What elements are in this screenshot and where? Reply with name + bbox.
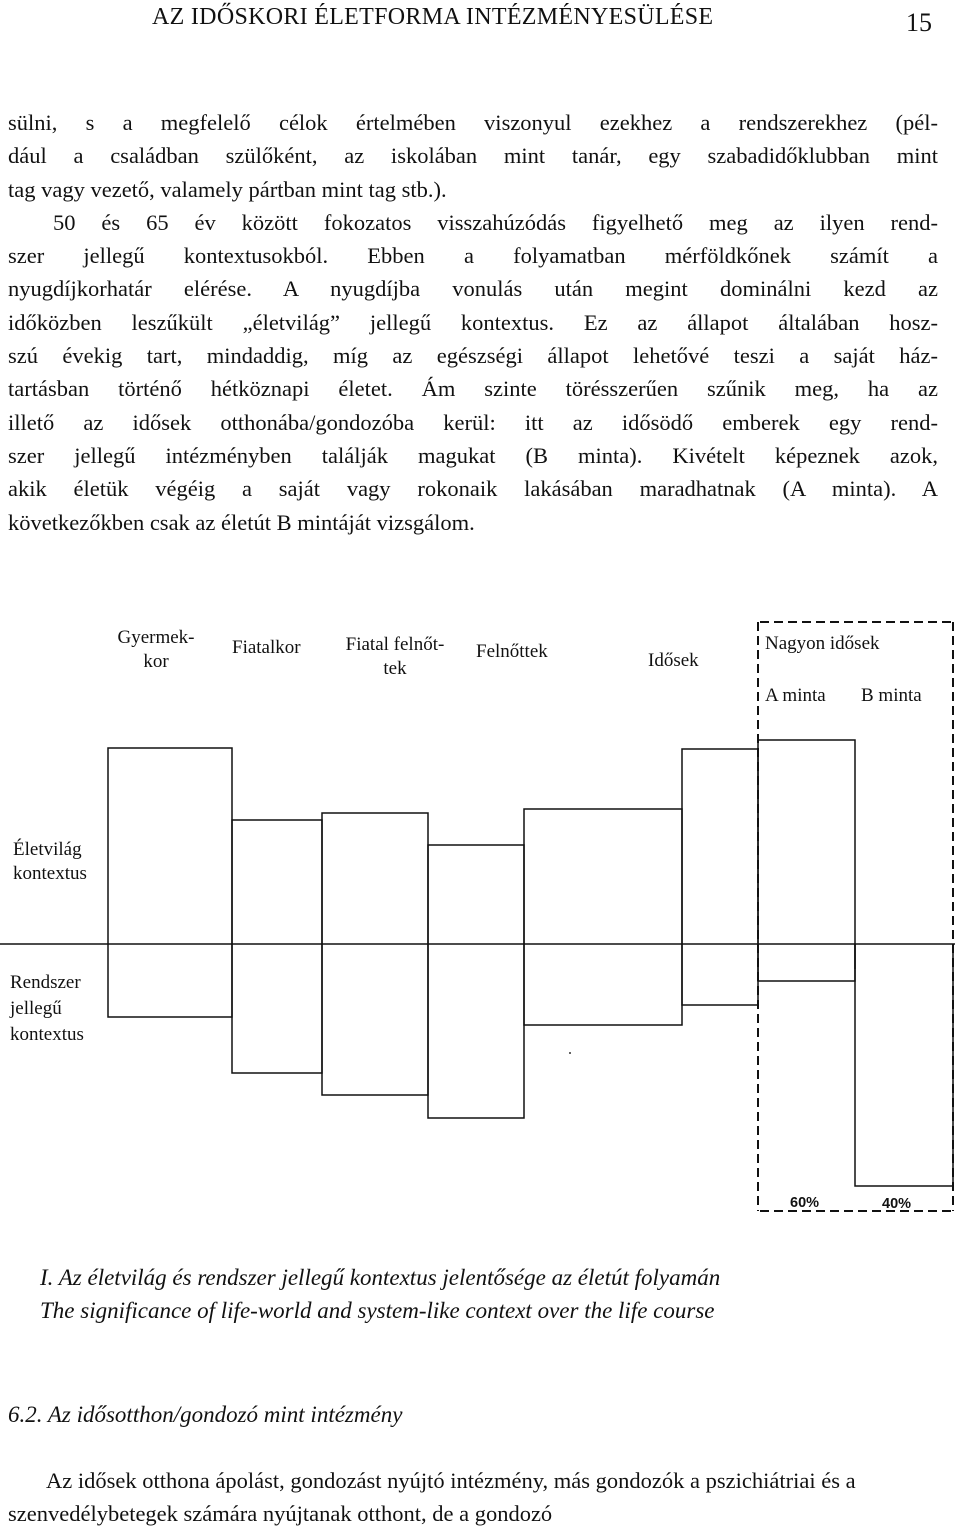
young-adults-lifeworld-box [322,813,428,944]
elderly-late-system-box [682,944,758,1005]
label-line: jellegű [10,998,62,1019]
stage-label-adults: Felnőttek [476,641,548,662]
text-line: akik életük végéig a saját vagy rokonaik lakásában maradhatnak (A minta). A [8,476,938,502]
label-line: kontextus [10,1024,84,1045]
stage-label-very-old: Nagyon idősek [765,633,880,654]
label-line: tek [383,658,407,679]
adults-system-box [428,944,524,1118]
row-label-lifeworld [13,838,87,886]
percentage-b: 40% [882,1196,912,1212]
text-line: időközben leszűkült „életvilág” jellegű kontextus. Ez az állapot általában hosz- [8,309,938,335]
label-line: kor [143,651,169,672]
pattern-a-system-box [758,944,855,981]
young-adults-system-box [322,944,428,1095]
pattern-b-system-box [855,944,953,1186]
text-line: szer jellegű intézményben találják magukat (B minta). Kivételt képeznek azok, [8,442,938,468]
childhood-system-box [108,944,232,1017]
running-header: AZ IDŐSKORI ÉLETFORMA INTÉZMÉNYESÜLÉSE [152,4,714,30]
elderly-late-lifeworld-box [682,749,758,944]
stage-label-elderly: Idősek [648,650,699,671]
stage-label-young-adults [334,633,456,681]
figure-caption-hu: I. Az életvilág és rendszer jellegű kontextus jelentősége az életút folyamán [40,1265,721,1290]
adults-lifeworld-box [428,845,524,944]
label-line: Életvilág [13,839,82,860]
text-line: szer jellegű kontextusokból. Ebben a folyamatban mérföldkőnek számít a [8,243,938,269]
page-number: 15 [906,8,932,37]
body-paragraph [8,106,938,539]
text-line: dául a családban szülőként, az iskolában mint tanár, egy szabadidőklubban mint [8,143,938,169]
stage-label-childhood [104,626,208,674]
body-paragraph-2 [8,1464,938,1531]
childhood-lifeworld-box [108,748,232,944]
percentage-a: 60% [790,1195,820,1211]
text-line: tag vagy vezető, valamely pártban mint tag stb.). [8,176,447,202]
label-line: Gyermek- [117,627,195,648]
text-line: tartásban történő hétköznapi életet. Ám szinte törésszerűen szűnik meg, ha az [8,376,938,402]
label-line: kontextus [13,863,87,884]
row-label-system [10,970,84,1048]
text-line: nyugdíjkorhatár elérése. A nyugdíjba vonulás után megint dominálni kezd az [8,276,938,302]
section-heading: 6.2. Az idősotthon/gondozó mint intézmény [8,1402,403,1427]
text-line: illető az idősek otthonába/gondozóba kerül: itt az idősödő emberek egy rend- [8,409,938,435]
text-line: pszichiátriai és a szenvedélybetegek számára nyújtanak otthont, de a gondozó [8,1468,856,1527]
youth-lifeworld-box [232,820,322,944]
text-line: 50 és 65 év között fokozatos visszahúzódás figyelhető meg az ilyen rend- [53,209,938,235]
text-line: Az idősek otthona ápolást, gondozást nyújtó intézmény, más gondozók a [46,1468,701,1493]
text-line: szú évekig tart, mindaddig, míg az egészségi állapot lehetővé teszi a saját ház- [8,343,938,369]
label-line: Rendszer [10,972,81,993]
text-line: következőkben csak az életút B mintáját vizsgálom. [8,509,475,535]
stage-label-youth: Fiatalkor [232,637,301,658]
pattern-a-lifeworld-box [758,740,855,944]
youth-system-box [232,944,322,1073]
text-line: sülni, s a megfelelő célok értelmében viszonyul ezekhez a rendszerekhez (pél- [8,110,938,135]
pattern-b-label: B minta [861,685,922,706]
dot-mark [569,1052,571,1054]
label-line: Fiatal felnőt- [345,634,445,655]
figure-caption-en: The significance of life-world and system-like context over the life course [40,1298,715,1323]
elderly-system-box [524,944,682,1025]
pattern-a-label: A minta [765,685,826,706]
elderly-lifeworld-box [524,809,682,944]
